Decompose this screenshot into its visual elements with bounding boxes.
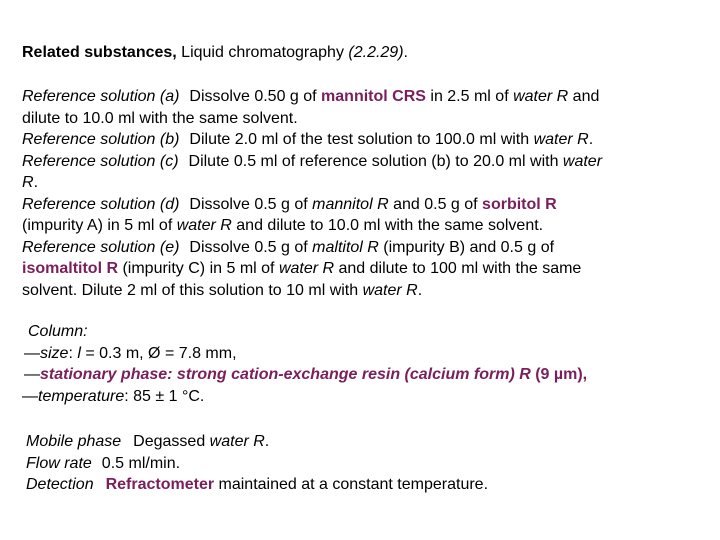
temp-value: : 85 ± 1 °C. xyxy=(124,387,205,405)
ref-d-label: Reference solution (d) xyxy=(22,195,180,213)
ref-b-label: Reference solution (b) xyxy=(22,131,180,148)
ref-d-highlight: sorbitol R xyxy=(482,195,557,213)
mobile-phase-label: Mobile phase xyxy=(26,433,122,450)
ref-c-line-2 xyxy=(22,172,38,194)
size-l: l xyxy=(77,344,81,362)
size-dash: — xyxy=(24,344,40,362)
ref-b-end: . xyxy=(588,131,594,148)
size-colon: : xyxy=(68,344,78,362)
ref-a-text-1: Dissolve 0.50 g of xyxy=(189,88,322,105)
detection-label: Detection xyxy=(26,476,94,493)
temp-label: temperature xyxy=(38,387,125,405)
flow-rate-value: 0.5 ml/min. xyxy=(101,454,181,472)
ref-b-reagent: water R xyxy=(533,131,589,148)
ref-c-text: Dilute 0.5 ml of reference solution (b) to 20.0 ml with xyxy=(188,152,563,170)
heading-ref: (2.2.29) xyxy=(348,44,404,61)
temp-dash: — xyxy=(22,387,38,405)
ref-c-reagent: water xyxy=(562,152,603,170)
ref-e-line-2 xyxy=(22,258,581,280)
ref-e-text-3: (impurity C) in 5 ml of xyxy=(118,260,279,277)
column-stationary-phase xyxy=(24,364,587,386)
ref-e-text-1: Dissolve 0.5 g of xyxy=(189,238,313,256)
ref-a-reagent: water R xyxy=(513,88,569,105)
ref-a-text-2: in 2.5 ml of xyxy=(425,88,514,105)
flow-rate xyxy=(26,453,180,475)
detection-highlight: Refractometer xyxy=(105,476,215,493)
ref-d-reagent-1: mannitol R xyxy=(312,195,389,213)
ref-a-text-3: and xyxy=(568,88,600,105)
ref-e-label: Reference solution (e) xyxy=(22,238,180,256)
ref-e-text-5: solvent. Dilute 2 ml of this solution to 10 ml with xyxy=(22,281,363,299)
ref-e-line-1 xyxy=(22,237,554,259)
column-temperature xyxy=(22,386,204,408)
ref-d-line-2 xyxy=(22,215,543,237)
ref-a-line-2: dilute to 10.0 ml with the same solvent. xyxy=(22,109,298,127)
flow-rate-label: Flow rate xyxy=(26,454,92,472)
ref-d-line-1 xyxy=(22,194,557,216)
ref-c-label: Reference solution (c) xyxy=(22,152,179,170)
mobile-phase-reagent: water R xyxy=(209,433,265,450)
ref-d-reagent-2: water R xyxy=(176,217,232,234)
heading-text: Liquid chromatography xyxy=(176,44,349,61)
ref-a-line-1 xyxy=(22,86,599,108)
mobile-phase-text: Degassed xyxy=(133,433,210,450)
ref-e-reagent-1: maltitol R xyxy=(312,238,379,256)
ref-b-line xyxy=(22,129,593,151)
size-value: = 0.3 m, Ø = 7.8 mm, xyxy=(80,344,237,362)
stationary-dash: — xyxy=(24,366,40,383)
ref-e-reagent-2: water R xyxy=(278,260,335,277)
ref-a-label: Reference solution (a) xyxy=(22,88,180,105)
stationary-phase-highlight: stationary phase: strong cation-exchange resin (calcium form) R xyxy=(40,366,531,383)
ref-c-line-1 xyxy=(22,151,602,173)
ref-b-text: Dilute 2.0 ml of the test solution to 100.0 ml with xyxy=(189,131,534,148)
detection-value: maintained at a constant temperature. xyxy=(214,476,489,493)
ref-e-end: . xyxy=(417,281,423,299)
ref-e-line-3 xyxy=(22,280,422,302)
ref-e-text-4: and dilute to 100 ml with the same xyxy=(334,260,582,277)
stationary-phase-value: (9 µm), xyxy=(530,366,588,383)
ref-d-text-2: and 0.5 g of xyxy=(388,195,483,213)
ref-c-reagent-2: R xyxy=(22,174,34,191)
size-label: size xyxy=(40,344,69,362)
ref-d-text-3: (impurity A) in 5 ml of xyxy=(22,217,177,234)
column-size xyxy=(24,343,237,365)
ref-d-text-4: and dilute to 10.0 ml with the same solvent. xyxy=(231,217,544,234)
column-title: Column: xyxy=(28,323,88,340)
ref-d-text-1: Dissolve 0.5 g of xyxy=(189,195,313,213)
ref-e-highlight: isomaltitol R xyxy=(22,260,119,277)
ref-e-reagent-3: water R xyxy=(362,281,418,299)
heading-bold: Related substances, xyxy=(22,44,177,61)
section-heading xyxy=(22,42,408,64)
ref-e-text-2: (impurity B) and 0.5 g of xyxy=(378,238,555,256)
ref-a-highlight: mannitol CRS xyxy=(321,88,426,105)
mobile-phase xyxy=(26,431,269,453)
detection xyxy=(26,474,488,496)
mobile-phase-end: . xyxy=(264,433,270,450)
ref-c-end: . xyxy=(33,174,39,191)
heading-end: . xyxy=(403,44,408,61)
